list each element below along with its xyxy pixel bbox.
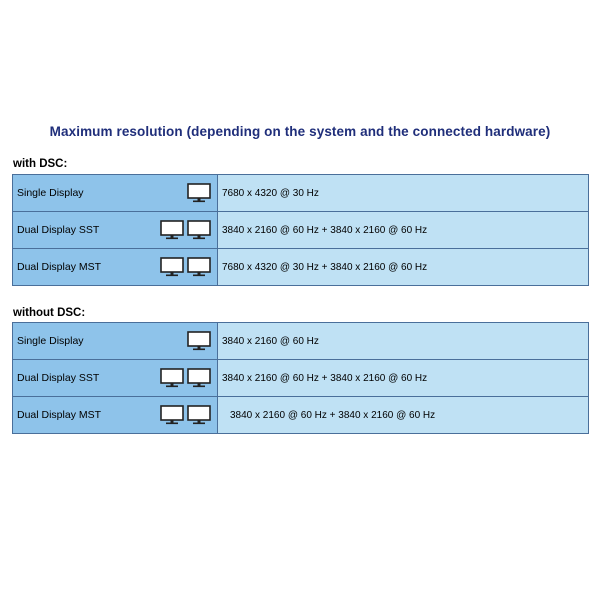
monitor-icon bbox=[187, 368, 211, 388]
row-value-cell: 3840 x 2160 @ 60 Hz + 3840 x 2160 @ 60 Hz bbox=[218, 360, 588, 396]
row-label-cell bbox=[13, 397, 218, 433]
monitor-group bbox=[187, 183, 211, 203]
table-row bbox=[13, 211, 588, 248]
monitor-group bbox=[160, 368, 211, 388]
row-value-cell: 7680 x 4320 @ 30 Hz + 3840 x 2160 @ 60 Hz bbox=[218, 249, 588, 285]
monitor-icon bbox=[160, 368, 184, 388]
monitor-group bbox=[160, 405, 211, 425]
row-label-cell bbox=[13, 323, 218, 359]
table-row bbox=[13, 359, 588, 396]
row-label: Single Display bbox=[17, 187, 84, 199]
table-row bbox=[13, 323, 588, 359]
row-label: Dual Display SST bbox=[17, 224, 100, 236]
monitor-icon bbox=[160, 405, 184, 425]
table-row bbox=[13, 396, 588, 433]
row-value-cell: 7680 x 4320 @ 30 Hz bbox=[218, 175, 588, 211]
monitor-icon bbox=[187, 405, 211, 425]
row-label-cell bbox=[13, 360, 218, 396]
row-label-cell bbox=[13, 212, 218, 248]
monitor-icon bbox=[187, 220, 211, 240]
row-value-cell: 3840 x 2160 @ 60 Hz bbox=[218, 323, 588, 359]
table-row bbox=[13, 248, 588, 285]
row-label-cell bbox=[13, 249, 218, 285]
monitor-icon bbox=[160, 257, 184, 277]
row-label: Single Display bbox=[17, 335, 84, 347]
monitor-icon bbox=[187, 257, 211, 277]
row-label-cell bbox=[13, 175, 218, 211]
section-label-without-dsc: without DSC: bbox=[13, 307, 86, 319]
row-label: Dual Display MST bbox=[17, 261, 102, 273]
row-value-cell: 3840 x 2160 @ 60 Hz + 3840 x 2160 @ 60 Hz bbox=[218, 397, 588, 433]
monitor-group bbox=[187, 331, 211, 351]
row-label: Dual Display SST bbox=[17, 372, 100, 384]
monitor-icon bbox=[187, 183, 211, 203]
row-label: Dual Display MST bbox=[17, 409, 102, 421]
table-row bbox=[13, 175, 588, 211]
monitor-icon bbox=[187, 331, 211, 351]
monitor-group bbox=[160, 220, 211, 240]
section-label-with-dsc: with DSC: bbox=[13, 158, 68, 170]
monitor-group bbox=[160, 257, 211, 277]
page-title: Maximum resolution (depending on the system and the connected hardware) bbox=[49, 124, 551, 139]
table-with-dsc bbox=[12, 174, 589, 286]
row-value-cell: 3840 x 2160 @ 60 Hz + 3840 x 2160 @ 60 Hz bbox=[218, 212, 588, 248]
monitor-icon bbox=[160, 220, 184, 240]
table-without-dsc bbox=[12, 322, 589, 434]
